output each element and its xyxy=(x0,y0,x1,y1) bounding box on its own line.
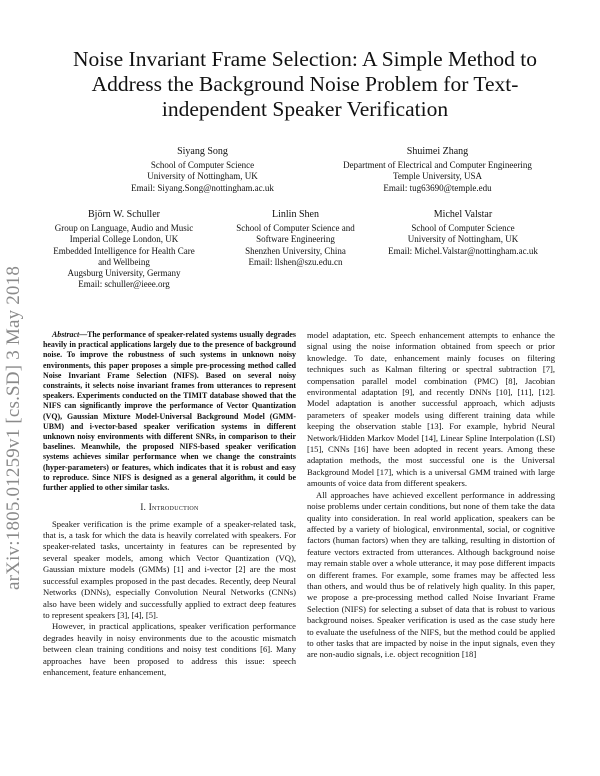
paragraph: However, in practical applications, speaker verification performance degrades heavily in noisy environments due to the acoustic mismatch between clean training conditions and noisy test conditions [6]. Many approaches have been proposed to address this issue: speech enhancement, feature enhancement, xyxy=(43,621,296,677)
author-affiliation: School of Computer Science xyxy=(150,160,255,171)
author-affiliation: Group on Language, Audio and Music xyxy=(54,223,194,234)
author-name: Michel Valstar xyxy=(433,209,493,220)
left-column xyxy=(43,330,296,678)
paragraph: All approaches have achieved excellent performance in addressing noise problems under certain conditions, but none of them take the data quality into consideration. In real world application, speakers can be affected by a variety of biological, environmental, social, or cognitive factors (human factors) when they are talking, resulting in distortion of feature vectors extracted from utterances. Although background noise may remain stable over a whole utterance, it may pose different impacts on different frames. For example, some frames may be affected less than others, and would thus be of relatively high quality. In this paper, we propose a pre-processing method called Noise Invariant Frame Selection (NIFS) for selecting a subset of data that is robust to various background noises. Speaker verification is used as the case study here to evaluate the usefulness of the NIFS, but the method could be applied to other tasks that are impacted by noise in the input signals, even they are non-audio signals, i.e. object recognition [18] xyxy=(307,489,555,660)
abstract-text: —The performance of speaker-related systems usually degrades heavily in practical applications largely due to the presence of background noise. To improve the robustness of such systems in unknown noisy environments, this paper proposes a simple pre-processing method called Noise Invariant Frame Selection (NIFS). Based on several noisy constraints, it selects noise invariant frames from utterances to represent speakers. Experiments conducted on the TIMIT database showed that the NIFS can significantly improve the performance of Vector Quantization (VQ), Gaussian Mixture Model-Universal Background Model (GMM-UBM) and i-vector-based speaker verification systems in different unknown noisy environments with different SNRs, in comparison to their baselines. Meanwhile, the proposed NIFS-based speaker verification systems achieves similar performance when we change the constraints (hyper-parameters) or features, which indicates that it is robust and easy to reproduce. Since NIFS is designed as a general algorithm, it could be further applied to other similar tasks. xyxy=(43,330,296,493)
author-affiliation: Temple University, USA xyxy=(392,171,483,182)
author-email: Email: schuller@ieee.org xyxy=(78,279,170,290)
section-heading: I. Introduction xyxy=(140,502,199,513)
author-affiliation: Augsburg University, Germany xyxy=(67,268,181,279)
paragraph: Speaker verification is the prime example of a speaker-related task, that is, a task for which the data is heavily correlated with speakers. For speaker-related tasks, uncertainty in features can be represented by several speaker models, among which Vector Quantization (VQ), Gaussian mixture models (GMMs) [1] and i-vector [2] are the most successful examples proposed in the past decades. Recently, deep Neural Networks (DNNs), especially Convolution Neural Networks (CNNs) also have been widely and successfully applied to extract deep features to represent speakers [3], [4], [5]. xyxy=(43,518,296,620)
author-affiliation: School of Computer Science and xyxy=(236,223,355,234)
author-affiliation: Imperial College London, UK xyxy=(69,234,179,245)
paper-title: Noise Invariant Frame Selection: A Simple Method to Address the Background Noise Problem for Text-independent Speaker Verification xyxy=(73,47,537,121)
paragraph: model adaptation, etc. Speech enhancement attempts to enhance the signal using the noise information obtained from speech or prior knowledge. To date, enhancement mainly focuses on filtering techniques such as Kalman filtering or spectral subtraction [7], compensation parallel model combination (PMC) [8], Jacobian environmental adaptation [9], and recently DNNs [10], [11], [12]. Model adaptation is another successful approach, which adjusts parameters of speaker models using different training data while keeping the observation stable [13]. For example, hybrid Neural Network/Hidden Markov Model [14], Linear Spline Interpolation (LSI) [15], CNNs [16] have been adopted in recent years. Among these adaptation methods, the most successful one is the Universal Background Model [17], which is a universal GMM trained with large amounts of voice data from different speakers. xyxy=(307,330,555,489)
arxiv-id[interactable]: arXiv:1805.01259v1 [cs.SD] 3 May 2018 xyxy=(3,265,24,590)
author-affiliation: Embedded Intelligence for Health Care xyxy=(53,245,195,256)
author-block xyxy=(95,146,310,194)
author-email: Email: Michel.Valstar@nottingham.ac.uk xyxy=(388,245,538,256)
author-affiliation: School of Computer Science xyxy=(411,223,515,234)
abstract-label: Abstract xyxy=(52,330,80,339)
author-affiliation: Department of Electrical and Computer Engineering xyxy=(343,160,532,171)
author-block xyxy=(208,209,383,268)
abstract xyxy=(43,330,296,493)
author-affiliation: University of Nottingham, UK xyxy=(147,171,258,182)
right-column xyxy=(307,330,555,661)
author-name: Shuimei Zhang xyxy=(406,146,469,157)
author-name: Linlin Shen xyxy=(272,209,319,220)
author-affiliation: Software Engineering xyxy=(256,234,335,245)
author-name: Siyang Song xyxy=(177,146,228,157)
author-affiliation: University of Nottingham, UK xyxy=(407,234,519,245)
author-email: Email: tug63690@temple.edu xyxy=(383,182,492,193)
author-affiliation: and Wellbeing xyxy=(98,256,150,267)
author-email: Email: Siyang.Song@nottingham.ac.uk xyxy=(131,182,274,193)
author-block xyxy=(44,209,204,290)
arxiv-watermark xyxy=(3,190,33,590)
author-affiliation: Shenzhen University, China xyxy=(245,245,346,256)
author-email: Email: llshen@szu.edu.cn xyxy=(248,256,343,267)
author-block xyxy=(330,146,545,194)
author-name: Björn W. Schuller xyxy=(88,209,160,220)
author-block xyxy=(363,209,563,257)
